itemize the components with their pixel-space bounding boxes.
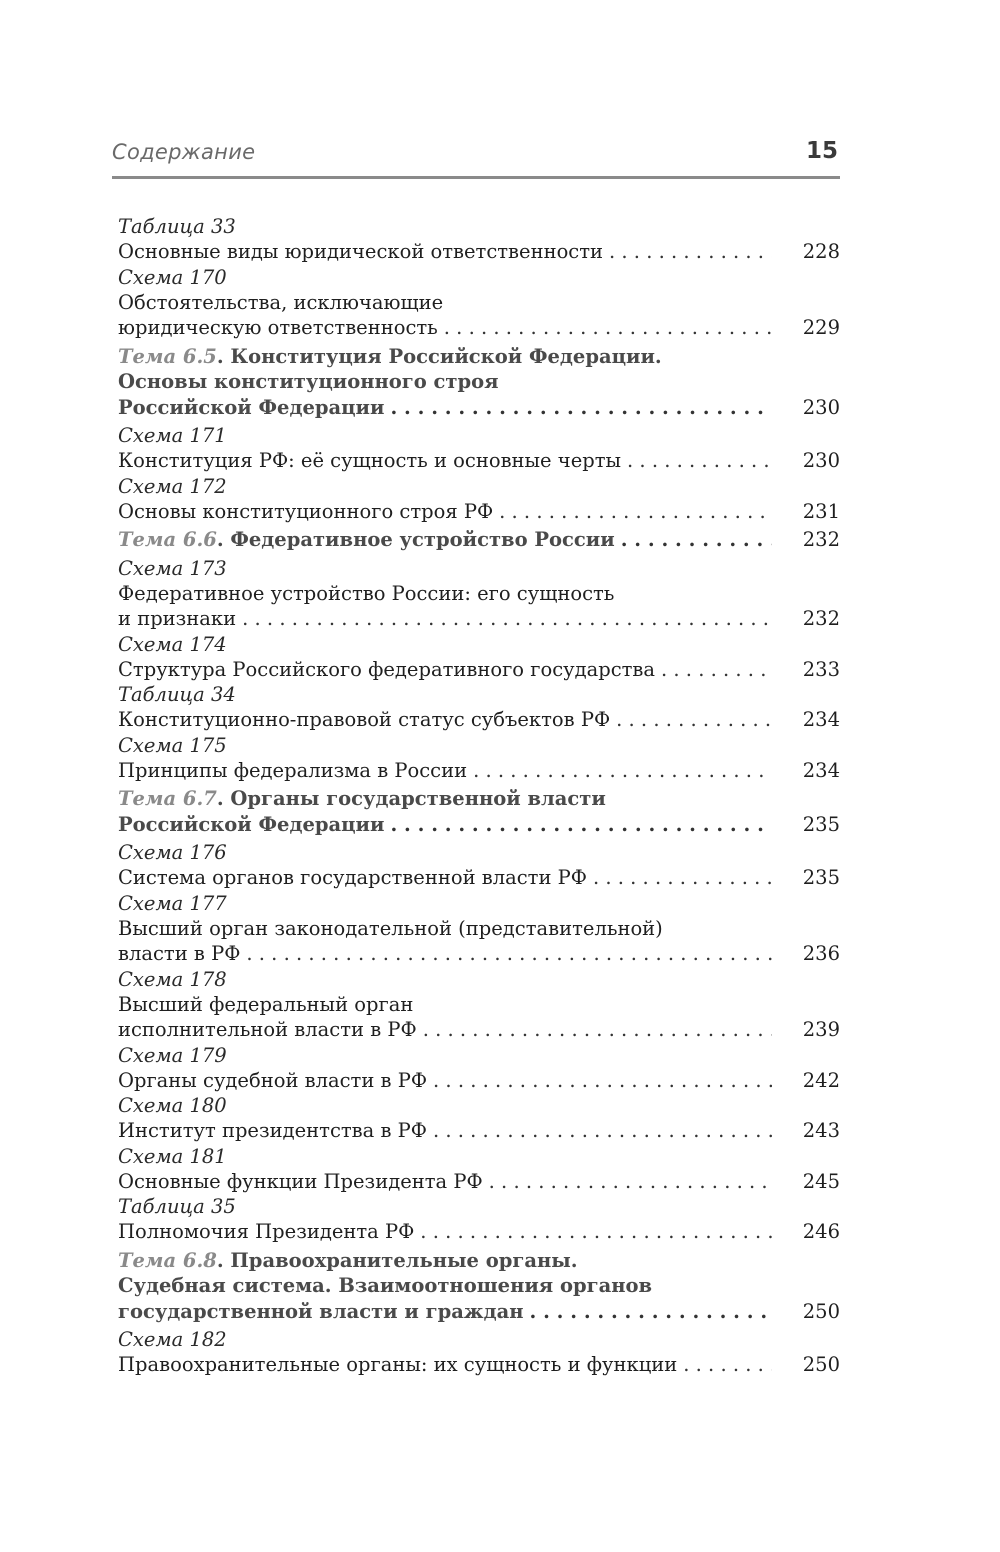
toc-caption: Схема 171 — [118, 424, 227, 447]
leader-dots — [621, 527, 772, 553]
theme-title-line: . Правоохранительные органы. — [216, 1248, 578, 1272]
toc-entry-title: Принципы федерализма в России — [118, 758, 468, 782]
toc-page-number: 234 — [802, 708, 840, 731]
toc-page-number: 243 — [802, 1119, 840, 1142]
toc-theme-heading[interactable] — [118, 786, 840, 812]
toc-caption: Схема 172 — [118, 474, 227, 498]
toc-caption: Схема 176 — [118, 841, 227, 864]
toc-page-number: 246 — [802, 1220, 840, 1243]
toc-entry-title: власти в РФ — [118, 942, 241, 965]
toc-entry-title: Основные виды юридической ответственности — [118, 240, 604, 263]
toc-entry-title: Правоохранительные органы: их сущность и функции — [118, 1353, 678, 1376]
toc-entry[interactable] — [118, 1017, 840, 1043]
toc-caption: Схема 175 — [118, 733, 227, 757]
theme-title-line: . Федеративное устройство России — [216, 528, 615, 551]
toc-page-number: 239 — [802, 1018, 840, 1041]
toc-page-number: 229 — [802, 316, 840, 339]
toc-entry-title: Полномочия Президента РФ — [118, 1220, 415, 1243]
toc-theme-heading[interactable] — [118, 1248, 840, 1274]
toc-entry[interactable] — [118, 315, 840, 341]
toc-caption: Схема 182 — [118, 1328, 227, 1351]
leader-dots — [616, 707, 772, 733]
toc-page-number: 231 — [802, 499, 840, 523]
toc-entry[interactable] — [118, 758, 840, 784]
toc-entry[interactable] — [118, 1118, 840, 1144]
theme-number: Тема 6.5 — [118, 344, 217, 368]
toc-caption: Таблица 34 — [118, 683, 236, 706]
leader-dots — [473, 758, 772, 784]
toc-caption: Схема 179 — [118, 1043, 227, 1067]
leader-dots — [593, 865, 772, 891]
theme-number: Тема 6.8 — [118, 1248, 217, 1272]
toc-entry-title: Основные функции Президента РФ — [118, 1169, 483, 1193]
toc-entry[interactable] — [118, 657, 840, 683]
table-of-contents — [118, 214, 840, 1378]
toc-page-number: 235 — [802, 866, 840, 889]
running-head-title: Содержание — [112, 140, 256, 164]
theme-title-line: Судебная система. Взаимоотношения органов — [118, 1274, 653, 1297]
toc-entry-title: Основы конституционного строя РФ — [118, 499, 494, 523]
leader-dots — [423, 1017, 772, 1043]
theme-title-line: . Конституция Российской Федерации. — [216, 344, 662, 368]
toc-caption: Таблица 35 — [118, 1195, 236, 1218]
toc-theme-heading[interactable] — [118, 344, 840, 370]
theme-title-line: государственной власти и граждан — [118, 1299, 524, 1323]
leader-dots — [420, 1219, 772, 1245]
toc-caption: Схема 178 — [118, 967, 227, 991]
toc-caption: Схема 181 — [118, 1144, 227, 1168]
leader-dots — [627, 448, 772, 474]
toc-page-number: 230 — [802, 395, 840, 419]
toc-page-number: 250 — [802, 1353, 840, 1376]
toc-entry-title: Структура Российского федеративного государства — [118, 657, 656, 681]
toc-page-number: 245 — [802, 1169, 840, 1193]
theme-title-line: . Органы государственной власти — [216, 787, 606, 810]
toc-page-number: 242 — [802, 1068, 840, 1092]
toc-caption: Схема 170 — [118, 265, 227, 289]
toc-entry-title: исполнительной власти в РФ — [118, 1018, 417, 1041]
leader-dots — [390, 395, 772, 421]
toc-entry[interactable] — [118, 499, 840, 525]
header-rule — [112, 176, 840, 179]
leader-dots — [242, 606, 772, 632]
leader-dots — [530, 1299, 772, 1325]
theme-title-line: Российской Федерации — [118, 395, 385, 419]
toc-page-number: 232 — [802, 607, 840, 630]
toc-theme-entry[interactable] — [118, 812, 840, 838]
toc-entry[interactable] — [118, 606, 840, 632]
leader-dots — [390, 812, 772, 838]
toc-entry[interactable] — [118, 941, 840, 967]
toc-caption: Схема 173 — [118, 556, 227, 580]
toc-entry-title-line: Обстоятельства, исключающие — [118, 290, 444, 314]
toc-entry-title: Система органов государственной власти РФ — [118, 866, 587, 889]
toc-caption: Схема 180 — [118, 1094, 227, 1117]
toc-entry-title-line: Высший орган законодательной (представительной) — [118, 916, 663, 940]
leader-dots — [444, 315, 772, 341]
leader-dots — [433, 1118, 772, 1144]
leader-dots — [433, 1068, 772, 1094]
toc-entry[interactable] — [118, 1169, 840, 1195]
toc-entry-title-line: Высший федеральный орган — [118, 992, 414, 1016]
toc-entry[interactable] — [118, 448, 840, 474]
leader-dots — [683, 1352, 772, 1378]
toc-theme-entry[interactable] — [118, 1299, 840, 1325]
leader-dots — [661, 657, 772, 683]
theme-number: Тема 6.7 — [118, 787, 217, 810]
leader-dots — [499, 499, 772, 525]
toc-entry-title-line: Федеративное устройство России: его сущность — [118, 581, 615, 605]
toc-entry[interactable] — [118, 239, 840, 265]
toc-entry[interactable] — [118, 1219, 840, 1245]
running-head — [112, 138, 840, 178]
toc-entry-title: Конституция РФ: её сущность и основные черты — [118, 449, 622, 472]
toc-page-number: 250 — [802, 1299, 840, 1323]
leader-dots — [489, 1169, 772, 1195]
toc-page-number: 233 — [802, 657, 840, 681]
toc-caption: Схема 177 — [118, 891, 227, 915]
leader-dots — [609, 239, 772, 265]
toc-entry[interactable] — [118, 707, 840, 733]
toc-theme-entry[interactable] — [118, 395, 840, 421]
toc-page-number: 236 — [802, 942, 840, 965]
toc-entry[interactable] — [118, 865, 840, 891]
leader-dots — [246, 941, 772, 967]
toc-page-number: 230 — [802, 449, 840, 472]
toc-entry-title: юридическую ответственность — [118, 316, 438, 339]
toc-caption: Схема 174 — [118, 632, 227, 656]
toc-entry[interactable] — [118, 1068, 840, 1094]
page-number: 15 — [805, 138, 838, 164]
toc-page-number: 228 — [802, 240, 840, 263]
toc-caption: Таблица 33 — [118, 215, 236, 238]
toc-page-number: 234 — [802, 758, 840, 782]
toc-entry-title: Органы судебной власти в РФ — [118, 1068, 428, 1092]
toc-page-number: 232 — [802, 528, 840, 551]
toc-theme-entry[interactable] — [118, 527, 840, 553]
toc-entry-title: Конституционно-правовой статус субъектов РФ — [118, 708, 611, 731]
theme-title-line: Российской Федерации — [118, 812, 385, 836]
toc-entry[interactable] — [118, 1352, 840, 1378]
theme-number: Тема 6.6 — [118, 528, 217, 551]
toc-entry-title: и признаки — [118, 607, 237, 630]
toc-entry-title: Институт президентства в РФ — [118, 1119, 427, 1142]
toc-page-number: 235 — [802, 812, 840, 836]
theme-title-line: Основы конституционного строя — [118, 370, 499, 393]
